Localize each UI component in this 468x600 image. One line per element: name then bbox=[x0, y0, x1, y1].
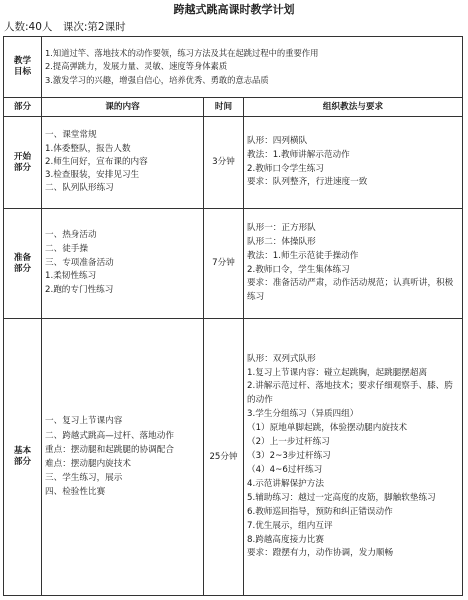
org-line: （1）原地单脚起跳，体验摆动腿内旋技术 bbox=[247, 423, 408, 434]
org-line: 6.教师巡回指导，预防和纠正错误动作 bbox=[247, 506, 393, 517]
content-line: 2.师生问好，宣布课的内容 bbox=[45, 156, 148, 167]
section-part-label bbox=[4, 209, 42, 319]
content-line: 1.柔韧性练习 bbox=[45, 271, 97, 282]
content-line: 重点：摆动腿和起跳腿的协调配合 bbox=[45, 444, 174, 455]
goals-row bbox=[4, 37, 463, 98]
org-line: 3.学生分组练习（异质四组） bbox=[247, 409, 359, 420]
content-line: 二、跨越式跳高—过杆、落地动作 bbox=[45, 430, 174, 441]
section-org bbox=[244, 319, 463, 596]
content-line: 一、复习上节课内容 bbox=[45, 416, 123, 427]
content-line: 1.体委整队，报告人数 bbox=[45, 143, 131, 154]
class-meta: 人数:40人 课次:第2课时 bbox=[4, 21, 126, 33]
content-line: 难点：摆动腿内旋技术 bbox=[45, 459, 131, 469]
lesson-plan-table bbox=[3, 36, 463, 596]
header-content: 课的内容 bbox=[42, 98, 204, 117]
org-line: 教法：1.教师讲解示范动作 bbox=[247, 149, 350, 160]
section-content bbox=[42, 319, 204, 596]
goal-item: 1.知道过竿、落地技术的动作要领，练习方法及其在起跳过程中的重要作用 bbox=[45, 48, 319, 59]
org-line: 队形二：体操队形 bbox=[247, 236, 316, 247]
header-part: 部分 bbox=[4, 98, 42, 117]
section-row-start bbox=[4, 117, 463, 209]
content-line: 3.检查服装，安排见习生 bbox=[45, 170, 140, 181]
section-org bbox=[244, 117, 463, 209]
document-title: 跨越式跳高课时教学计划 bbox=[173, 3, 295, 16]
goal-item: 2.提高弹跳力，发展力量、灵敏、速度等身体素质 bbox=[45, 61, 228, 72]
section-content bbox=[42, 209, 204, 319]
section-org bbox=[244, 209, 463, 319]
section-time: 25分钟 bbox=[204, 319, 244, 596]
section-part-label bbox=[4, 319, 42, 596]
org-line: 要求：队列整齐，行进速度一致 bbox=[247, 177, 368, 188]
org-line: 要求：准备活动严肃，动作活动规范；认真听讲，积极练习 bbox=[247, 278, 454, 303]
content-line: 2.跑的专门性练习 bbox=[45, 285, 114, 296]
org-line: 8.跨越高度接力比赛 bbox=[247, 534, 324, 545]
content-line: 三、学生练习，展示 bbox=[45, 473, 123, 484]
org-line: 2.讲解示范过杆、落地技术；要求仔细观察手、膝、胯的动作 bbox=[247, 381, 453, 406]
content-line: 三、专项准备活动 bbox=[45, 257, 114, 268]
content-line: 四、检验性比赛 bbox=[45, 487, 106, 498]
content-line: 一、热身活动 bbox=[45, 230, 97, 241]
org-line: 队形：四列横队 bbox=[247, 135, 308, 146]
section-row-prep bbox=[4, 209, 463, 319]
org-line: （3）2~3步过杆练习 bbox=[247, 451, 331, 462]
content-line: 二、队列队形练习 bbox=[45, 183, 114, 194]
section-part-text: 准备 部分 bbox=[13, 252, 32, 274]
org-line: 1.复习上节课内容：碰立起跳胸，起跳腿摆超离 bbox=[247, 367, 428, 378]
org-line: 要求：蹬摆有力，动作协调，发力顺畅 bbox=[247, 548, 394, 559]
header-time: 时间 bbox=[204, 98, 244, 117]
goals-cell bbox=[42, 37, 463, 98]
content-line: 二、徒手操 bbox=[45, 243, 88, 254]
org-line: 2.教师口令学生练习 bbox=[247, 163, 324, 174]
header-row bbox=[4, 98, 463, 117]
section-content bbox=[42, 117, 204, 209]
org-line: 2.教师口令，学生集体练习 bbox=[247, 264, 350, 275]
section-part-text: 开始 部分 bbox=[13, 151, 32, 173]
section-part-label bbox=[4, 117, 42, 209]
org-line: （2）上一步过杆练习 bbox=[247, 437, 330, 448]
org-line: 教法：1.师生示范徒手操动作 bbox=[247, 250, 359, 261]
section-time: 7分钟 bbox=[204, 209, 244, 319]
goals-label bbox=[4, 37, 42, 98]
header-org: 组织教法与要求 bbox=[244, 98, 463, 117]
section-time: 3分钟 bbox=[204, 117, 244, 209]
org-line: 7.优生展示，组内互评 bbox=[247, 520, 333, 531]
org-line: 4.示范讲解保护方法 bbox=[247, 478, 324, 489]
goals-label-text: 教学 目标 bbox=[13, 56, 32, 77]
section-row-main bbox=[4, 319, 463, 596]
goal-item: 3.激发学习的兴趣，增强自信心，培养优秀、勇敢的意志品质 bbox=[45, 74, 269, 85]
section-part-text: 基本 部分 bbox=[13, 446, 32, 467]
org-line: （4）4~6过杆练习 bbox=[247, 464, 323, 475]
content-line: 一、课堂常规 bbox=[45, 130, 97, 141]
org-line: 队形一：正方形队 bbox=[247, 222, 316, 233]
org-line: 5.辅助练习：越过一定高度的皮筋，脚触软垫练习 bbox=[247, 492, 436, 503]
org-line: 队形：双列式队形 bbox=[247, 353, 316, 364]
